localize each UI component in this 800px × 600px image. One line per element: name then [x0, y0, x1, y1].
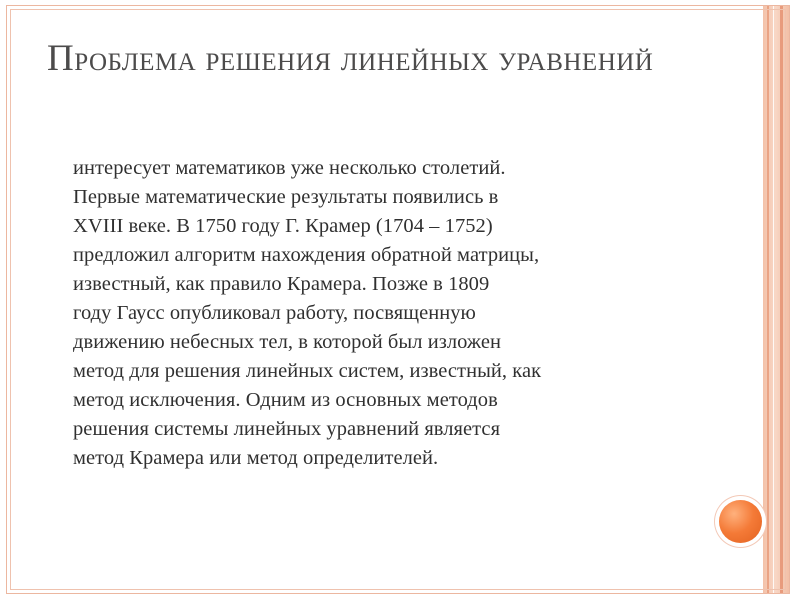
orange-circle-decoration [719, 500, 762, 543]
slide-title [47, 37, 737, 81]
slide-body-text: интересует математиков уже несколько столетий. Первые математические результаты появились в XVIII веке. В 1750 году Г. Крамер (1704 – 1752) предложил алгоритм нахождения обратной матрицы, известный, как правило Крамера. Позже в 1809 году Гаусс опубликовал работу, посвященную движению небесных тел, в которой был изложен метод для решения линейных систем, известный, как метод исключения. Одним из основных методов решения системы линейных уравнений является метод Крамера или метод определителей. [73, 157, 542, 469]
slide-title-initial: П [47, 38, 75, 79]
slide-title-text: роблема решения линейных уравнений [74, 39, 654, 78]
